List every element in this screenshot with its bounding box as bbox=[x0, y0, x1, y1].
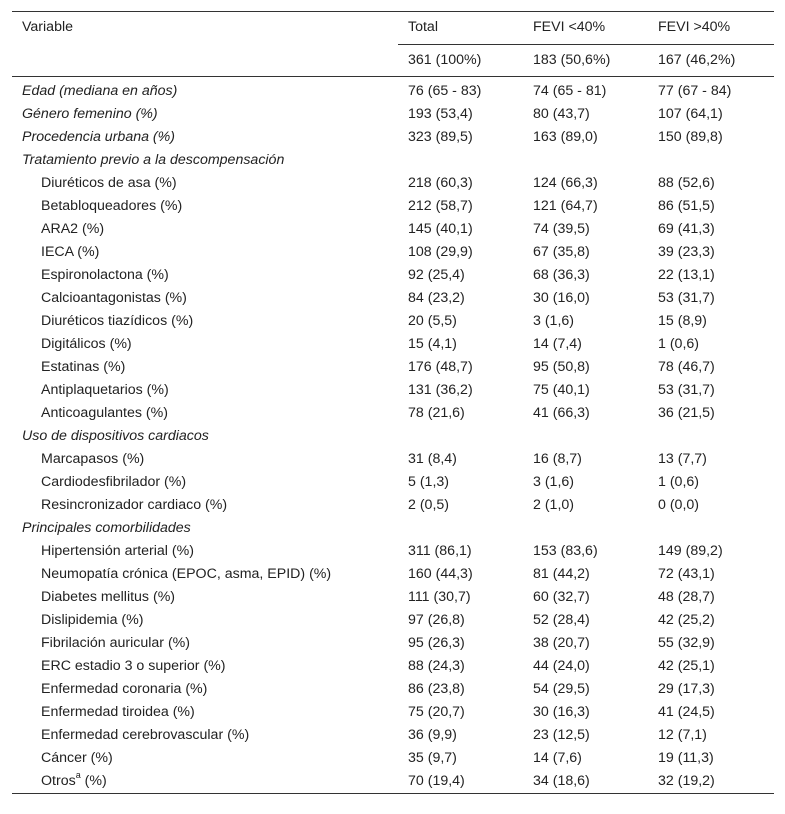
characteristics-table bbox=[12, 11, 774, 794]
cell-fevi-low: 74 (65 - 81) bbox=[533, 83, 607, 99]
cell-fevi-high: 29 (17,3) bbox=[658, 681, 715, 697]
cell-fevi-low: 3 (1,6) bbox=[533, 313, 575, 329]
row-label: Enfermedad cerebrovascular (%) bbox=[41, 727, 250, 743]
section-heading: Uso de dispositivos cardiacos bbox=[22, 428, 209, 444]
table-row bbox=[12, 678, 774, 701]
cell-fevi-high: 42 (25,1) bbox=[658, 658, 715, 674]
cell-fevi-high: 13 (7,7) bbox=[658, 451, 707, 467]
cell-fevi-low: 121 (64,7) bbox=[533, 198, 598, 214]
cell-fevi-high: 78 (46,7) bbox=[658, 359, 715, 375]
table-row bbox=[12, 172, 774, 195]
section-heading: Tratamiento previo a la descompensación bbox=[22, 152, 285, 168]
row-label: Procedencia urbana (%) bbox=[22, 129, 175, 145]
cell-fevi-high: 15 (8,9) bbox=[658, 313, 707, 329]
row-label: Espironolactona (%) bbox=[41, 267, 169, 283]
table-row bbox=[12, 494, 774, 517]
row-label: Marcapasos (%) bbox=[41, 451, 145, 467]
row-label: Edad (mediana en años) bbox=[22, 83, 178, 99]
cell-fevi-low: 75 (40,1) bbox=[533, 382, 590, 398]
row-label: Anticoagulantes (%) bbox=[41, 405, 168, 421]
cell-fevi-high: 77 (67 - 84) bbox=[658, 83, 732, 99]
row-label: IECA (%) bbox=[41, 244, 100, 260]
cell-fevi-high: 149 (89,2) bbox=[658, 543, 723, 559]
cell-fevi-high: 48 (28,7) bbox=[658, 589, 715, 605]
table-row bbox=[12, 540, 774, 563]
cell-fevi-low: 14 (7,6) bbox=[533, 750, 582, 766]
row-label: Enfermedad coronaria (%) bbox=[41, 681, 208, 697]
cell-fevi-high: 72 (43,1) bbox=[658, 566, 715, 582]
table-row bbox=[12, 77, 774, 104]
cell-fevi-high: 86 (51,5) bbox=[658, 198, 715, 214]
cell-total: 176 (48,7) bbox=[408, 359, 473, 375]
table-row bbox=[12, 471, 774, 494]
cell-total: 36 (9,9) bbox=[408, 727, 457, 743]
table-row bbox=[12, 356, 774, 379]
cell-total: 5 (1,3) bbox=[408, 474, 450, 490]
row-label: Dislipidemia (%) bbox=[41, 612, 144, 628]
cell-total: 193 (53,4) bbox=[408, 106, 473, 122]
cell-fevi-high: 1 (0,6) bbox=[658, 336, 700, 352]
table-row bbox=[12, 218, 774, 241]
row-label-text: Otros bbox=[41, 773, 76, 789]
cell-total: 15 (4,1) bbox=[408, 336, 457, 352]
table-row bbox=[12, 724, 774, 747]
cell-fevi-low: 74 (39,5) bbox=[533, 221, 590, 237]
row-label: Diuréticos de asa (%) bbox=[41, 175, 177, 191]
table-row bbox=[12, 241, 774, 264]
cell-fevi-low: 54 (29,5) bbox=[533, 681, 590, 697]
cell-fevi-low: 67 (35,8) bbox=[533, 244, 590, 260]
cell-fevi-high: 55 (32,9) bbox=[658, 635, 715, 651]
cell-fevi-high: 0 (0,0) bbox=[658, 497, 700, 513]
cell-total: 75 (20,7) bbox=[408, 704, 465, 720]
cell-fevi-low: 95 (50,8) bbox=[533, 359, 590, 375]
table-row bbox=[12, 632, 774, 655]
cell-fevi-high: 53 (31,7) bbox=[658, 290, 715, 306]
table-row bbox=[12, 333, 774, 356]
cell-total: 323 (89,5) bbox=[408, 129, 473, 145]
table-row bbox=[12, 770, 774, 794]
row-label bbox=[12, 770, 398, 794]
table-row bbox=[12, 609, 774, 632]
cell-fevi-low: 38 (20,7) bbox=[533, 635, 590, 651]
count-total: 361 (100%) bbox=[398, 45, 523, 77]
table-body bbox=[12, 77, 774, 794]
section-row bbox=[12, 149, 774, 172]
cell-total: 160 (44,3) bbox=[408, 566, 473, 582]
cell-fevi-low: 81 (44,2) bbox=[533, 566, 590, 582]
table-row bbox=[12, 310, 774, 333]
table-row bbox=[12, 402, 774, 425]
row-label-suffix: (%) bbox=[80, 773, 107, 789]
row-label: ARA2 (%) bbox=[41, 221, 105, 237]
row-label: Calcioantagonistas (%) bbox=[41, 290, 187, 306]
cell-fevi-high: 69 (41,3) bbox=[658, 221, 715, 237]
table-row bbox=[12, 655, 774, 678]
cell-total: 97 (26,8) bbox=[408, 612, 465, 628]
cell-fevi-high: 1 (0,6) bbox=[658, 474, 700, 490]
cell-fevi-low: 30 (16,0) bbox=[533, 290, 590, 306]
cell-total: 76 (65 - 83) bbox=[408, 83, 482, 99]
table-row bbox=[12, 195, 774, 218]
count-row bbox=[12, 45, 774, 77]
cell-total: 92 (25,4) bbox=[408, 267, 465, 283]
row-label: Enfermedad tiroidea (%) bbox=[41, 704, 195, 720]
cell-total: 31 (8,4) bbox=[408, 451, 457, 467]
row-label: Neumopatía crónica (EPOC, asma, EPID) (%) bbox=[41, 566, 332, 582]
cell-total: 86 (23,8) bbox=[408, 681, 465, 697]
cell-fevi-low: 41 (66,3) bbox=[533, 405, 590, 421]
row-label: Diabetes mellitus (%) bbox=[41, 589, 176, 605]
section-heading: Principales comorbilidades bbox=[22, 520, 191, 536]
count-fevi-low: 183 (50,6%) bbox=[523, 45, 648, 77]
cell-total: 35 (9,7) bbox=[408, 750, 457, 766]
cell-total: 131 (36,2) bbox=[408, 382, 473, 398]
cell-fevi-high: 42 (25,2) bbox=[658, 612, 715, 628]
row-label: Estatinas (%) bbox=[41, 359, 126, 375]
count-fevi-high: 167 (46,2%) bbox=[648, 45, 774, 77]
cell-fevi-low: 153 (83,6) bbox=[533, 543, 598, 559]
cell-fevi-low: 34 (18,6) bbox=[523, 770, 648, 794]
cell-fevi-low: 124 (66,3) bbox=[533, 175, 598, 191]
cell-total: 311 (86,1) bbox=[408, 543, 472, 559]
data-table-container bbox=[12, 11, 774, 794]
cell-fevi-low: 52 (28,4) bbox=[533, 612, 590, 628]
section-row bbox=[12, 425, 774, 448]
table-row bbox=[12, 126, 774, 149]
header-fevi-low: FEVI <40% bbox=[523, 12, 648, 45]
table-row bbox=[12, 264, 774, 287]
table-row bbox=[12, 103, 774, 126]
row-label: Fibrilación auricular (%) bbox=[41, 635, 191, 651]
table-row bbox=[12, 701, 774, 724]
row-label: Digitálicos (%) bbox=[41, 336, 132, 352]
cell-total: 108 (29,9) bbox=[408, 244, 473, 260]
table-row bbox=[12, 379, 774, 402]
table-row bbox=[12, 287, 774, 310]
cell-total: 20 (5,5) bbox=[408, 313, 457, 329]
cell-total: 111 (30,7) bbox=[408, 589, 471, 605]
header-variable: Variable bbox=[12, 12, 398, 45]
table-row bbox=[12, 448, 774, 471]
cell-fevi-low: 60 (32,7) bbox=[533, 589, 590, 605]
cell-fevi-high: 12 (7,1) bbox=[658, 727, 707, 743]
cell-total: 95 (26,3) bbox=[408, 635, 465, 651]
header-fevi-high: FEVI >40% bbox=[648, 12, 774, 45]
row-label: ERC estadio 3 o superior (%) bbox=[41, 658, 226, 674]
cell-fevi-low: 3 (1,6) bbox=[533, 474, 575, 490]
cell-fevi-low: 14 (7,4) bbox=[533, 336, 582, 352]
section-row bbox=[12, 517, 774, 540]
cell-total: 212 (58,7) bbox=[408, 198, 473, 214]
cell-fevi-high: 22 (13,1) bbox=[658, 267, 715, 283]
cell-fevi-low: 30 (16,3) bbox=[533, 704, 590, 720]
cell-fevi-low: 68 (36,3) bbox=[533, 267, 590, 283]
row-label: Betabloqueadores (%) bbox=[41, 198, 183, 214]
cell-total: 218 (60,3) bbox=[408, 175, 473, 191]
cell-fevi-low: 44 (24,0) bbox=[533, 658, 590, 674]
row-label: Hipertensión arterial (%) bbox=[41, 543, 194, 559]
cell-total: 84 (23,2) bbox=[408, 290, 465, 306]
row-label: Resincronizador cardiaco (%) bbox=[41, 497, 228, 513]
table-row bbox=[12, 747, 774, 770]
row-label: Diuréticos tiazídicos (%) bbox=[41, 313, 194, 329]
cell-fevi-low: 2 (1,0) bbox=[533, 497, 575, 513]
cell-fevi-low: 80 (43,7) bbox=[533, 106, 590, 122]
row-label: Cardiodesfibrilador (%) bbox=[41, 474, 187, 490]
cell-fevi-high: 107 (64,1) bbox=[658, 106, 723, 122]
cell-total: 145 (40,1) bbox=[408, 221, 473, 237]
count-spacer bbox=[12, 45, 398, 77]
cell-total: 70 (19,4) bbox=[398, 770, 523, 794]
cell-fevi-high: 53 (31,7) bbox=[658, 382, 715, 398]
cell-fevi-high: 150 (89,8) bbox=[658, 129, 723, 145]
cell-total: 78 (21,6) bbox=[408, 405, 465, 421]
cell-fevi-low: 16 (8,7) bbox=[533, 451, 582, 467]
cell-total: 88 (24,3) bbox=[408, 658, 465, 674]
row-label: Cáncer (%) bbox=[41, 750, 113, 766]
row-label: Género femenino (%) bbox=[22, 106, 158, 122]
header-total: Total bbox=[398, 12, 523, 45]
cell-fevi-high: 41 (24,5) bbox=[658, 704, 715, 720]
cell-fevi-low: 163 (89,0) bbox=[533, 129, 598, 145]
cell-fevi-high: 36 (21,5) bbox=[658, 405, 715, 421]
cell-fevi-low: 23 (12,5) bbox=[533, 727, 590, 743]
header-row bbox=[12, 12, 774, 45]
cell-fevi-high: 19 (11,3) bbox=[658, 750, 714, 766]
footnote-marker: a bbox=[75, 770, 81, 781]
cell-fevi-high: 88 (52,6) bbox=[658, 175, 715, 191]
cell-fevi-high: 39 (23,3) bbox=[658, 244, 715, 260]
row-label: Antiplaquetarios (%) bbox=[41, 382, 169, 398]
table-row bbox=[12, 563, 774, 586]
cell-fevi-high: 32 (19,2) bbox=[648, 770, 774, 794]
table-row bbox=[12, 586, 774, 609]
cell-total: 2 (0,5) bbox=[408, 497, 450, 513]
